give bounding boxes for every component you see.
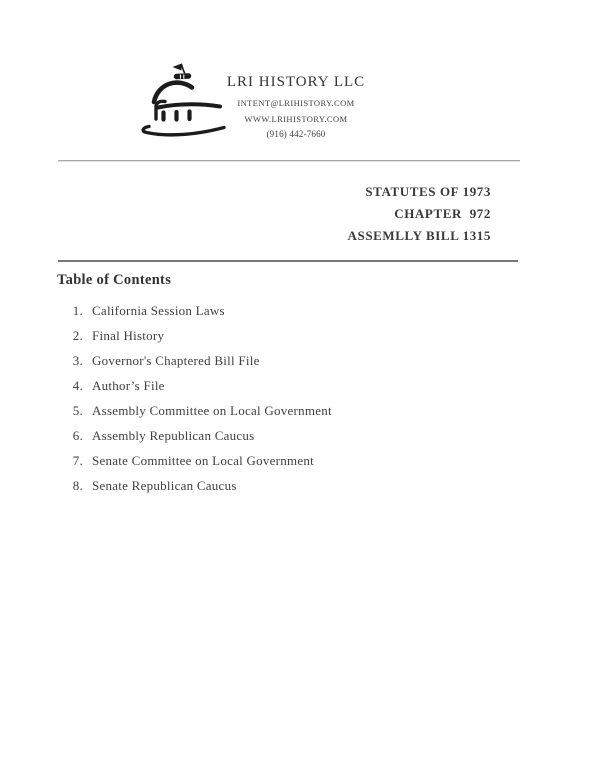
toc-list bbox=[68, 303, 332, 503]
divider-top bbox=[58, 160, 520, 162]
toc-item-3 bbox=[68, 353, 332, 378]
toc-item-number: 2. bbox=[72, 328, 83, 343]
toc-item-label: Final History bbox=[92, 328, 165, 343]
toc-item-number: 3. bbox=[72, 353, 83, 368]
toc-item-7 bbox=[68, 453, 332, 478]
toc-item-1 bbox=[68, 303, 332, 328]
letterhead bbox=[146, 74, 446, 145]
toc-item-label: Assembly Republican Caucus bbox=[92, 428, 255, 443]
toc-item-label: Governor's Chaptered Bill File bbox=[92, 353, 260, 368]
toc-item-number: 4. bbox=[72, 378, 83, 393]
toc-item-label: California Session Laws bbox=[92, 303, 225, 318]
toc-item-number: 1. bbox=[72, 303, 83, 318]
toc-item-number: 7. bbox=[72, 453, 83, 468]
statute-reference bbox=[348, 181, 492, 247]
toc-item-label: Assembly Committee on Local Government bbox=[92, 403, 332, 418]
company-name: LRI HISTORY LLC bbox=[226, 74, 366, 90]
assembly-bill-line: ASSEMLLY BILL 1315 bbox=[347, 228, 491, 243]
toc-item-number: 5. bbox=[72, 403, 83, 418]
toc-item-5 bbox=[68, 403, 332, 428]
toc-item-number: 6. bbox=[72, 428, 83, 443]
toc-title: Table of Contents bbox=[57, 272, 172, 288]
email-line: INTENT@LRIHISTORY.COM bbox=[237, 98, 355, 108]
toc-item-label: Senate Committee on Local Government bbox=[92, 453, 314, 468]
statutes-year-line: STATUTES OF 1973 bbox=[365, 184, 491, 199]
toc-item-4 bbox=[68, 378, 332, 403]
toc-item-2 bbox=[68, 328, 332, 353]
toc-item-6 bbox=[68, 428, 332, 453]
toc-item-label: Author’s File bbox=[92, 378, 165, 393]
toc-item-8 bbox=[68, 478, 332, 503]
website-line: WWW.LRIHISTORY.COM bbox=[244, 113, 348, 124]
divider-middle bbox=[58, 260, 518, 262]
toc-item-number: 8. bbox=[72, 478, 83, 493]
toc-item-label: Senate Republican Caucus bbox=[92, 478, 237, 493]
phone-line: (916) 442-7660 bbox=[266, 129, 326, 139]
chapter-line: CHAPTER 972 bbox=[394, 206, 491, 221]
